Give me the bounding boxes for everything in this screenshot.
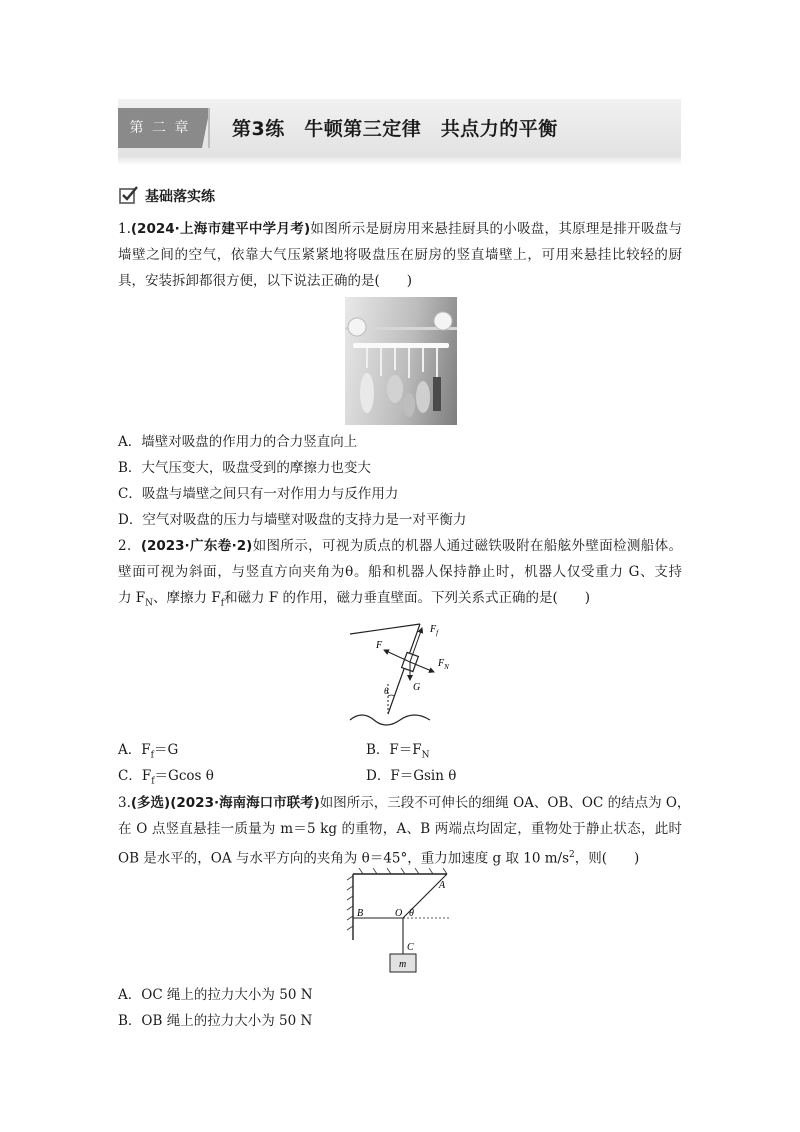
svg-text:Ff bbox=[429, 624, 439, 637]
q2-text-1: 如图所示，可视为质点的机器人通过磁铁吸附在船舷外壁面检测船体。 bbox=[252, 538, 682, 554]
page-title: 第3练 牛顿第三定律 共点力的平衡 bbox=[232, 118, 558, 140]
q2-line-3 bbox=[118, 588, 590, 614]
svg-text:FN bbox=[437, 658, 449, 671]
q3-text-1: 如图所示，三段不可伸长的细绳 OA、OB、OC 的结点为 O， bbox=[319, 795, 691, 811]
label-theta: θ bbox=[384, 686, 389, 696]
q2-option-c bbox=[118, 766, 214, 792]
q2-sub-n: N bbox=[145, 598, 154, 609]
label-g: G bbox=[413, 682, 421, 693]
checkbox-pen-icon bbox=[119, 186, 139, 204]
q2-option-b-sub: N bbox=[421, 750, 430, 761]
q2-text-3c: 和磁力 F 的作用，磁力垂直壁面。下列关系式正确的是( ) bbox=[224, 590, 591, 606]
q3-number: 3. bbox=[118, 795, 131, 811]
q1-line-3: 具，安装拆卸都很方便，以下说法正确的是( ) bbox=[118, 273, 413, 289]
q2-option-d-pre: D．F＝Gsin θ bbox=[366, 768, 457, 784]
label-f: F bbox=[376, 640, 383, 651]
q3-line-1 bbox=[118, 793, 691, 813]
q1-line-1 bbox=[118, 219, 682, 239]
label-o: O bbox=[395, 908, 403, 919]
q3-source: (多选)(2023·海南海口市联考) bbox=[130, 795, 320, 811]
robot-on-hull-diagram bbox=[340, 620, 450, 732]
q2-option-b-pre: B．F＝F bbox=[366, 742, 422, 758]
label-a: A bbox=[439, 880, 446, 891]
q2-option-a bbox=[118, 740, 178, 766]
q2-text-3a: 力 F bbox=[118, 590, 146, 606]
section-title: 基础落实练 bbox=[145, 189, 215, 205]
q1-option-b: B．大气压变大，吸盘受到的摩擦力也变大 bbox=[118, 460, 371, 476]
label-fn: F bbox=[438, 658, 445, 669]
q2-line-1 bbox=[118, 536, 682, 556]
header-divider bbox=[208, 108, 210, 148]
q2-option-c-post: ＝Gcos θ bbox=[154, 768, 214, 784]
q3-text-3a: OB 是水平的，OA 与水平方向的夹角为 θ＝45°，重力加速度 g 取 10 m/s bbox=[118, 850, 569, 867]
three-rope-diagram bbox=[345, 868, 455, 976]
label-ff-sub: f bbox=[436, 629, 439, 637]
suction-hook-photo bbox=[345, 297, 457, 425]
q1-option-c: C．吸盘与墙壁之间只有一对作用力与反作用力 bbox=[118, 486, 399, 502]
q1-number: 1. bbox=[118, 221, 131, 237]
q1-text-1: 如图所示是厨房用来悬挂厨具的小吸盘，其原理是排开吸盘与 bbox=[310, 221, 682, 237]
q3-line-2: 在 O 点竖直悬挂一质量为 m＝5 kg 的重物，A、B 两端点均固定，重物处于静止状态，此时 bbox=[118, 821, 682, 837]
label-c: C bbox=[407, 942, 414, 953]
q2-option-d bbox=[366, 766, 456, 786]
q2-option-a-post: ＝G bbox=[153, 742, 179, 758]
label-theta-3: θ bbox=[409, 908, 414, 919]
label-fn-sub: N bbox=[444, 663, 449, 671]
q2-source: (2023·广东卷·2) bbox=[140, 538, 253, 554]
chapter-tag bbox=[118, 108, 202, 148]
q2-line-2: 壁面可视为斜面，与竖直方向夹角为θ。船和机器人保持静止时，机器人仅受重力 G、支持 bbox=[118, 564, 682, 580]
q3-option-b: B．OB 绳上的拉力大小为 50 N bbox=[118, 1013, 313, 1029]
q2-sub-f: f bbox=[220, 598, 225, 609]
q1-line-2: 墙壁之间的空气，依靠大气压紧紧地将吸盘压在厨房的竖直墙壁上，可用来悬挂比较轻的厨 bbox=[118, 247, 682, 263]
q3-sup: 2 bbox=[569, 850, 575, 860]
q2-option-c-pre: C．F bbox=[118, 768, 152, 784]
q3-text-3b: ，则( ) bbox=[574, 850, 640, 867]
label-ff: F bbox=[430, 624, 437, 635]
q2-number: 2． bbox=[118, 538, 141, 554]
label-m: m bbox=[399, 959, 407, 970]
q1-option-a: A．墙壁对吸盘的作用力的合力竖直向上 bbox=[118, 434, 358, 450]
q2-text-3b: 、摩擦力 F bbox=[153, 590, 221, 606]
chapter-tag-label: 第 二 章 bbox=[129, 120, 191, 136]
q3-line-3 bbox=[118, 845, 639, 869]
q1-option-d: D．空气对吸盘的压力与墙壁对吸盘的支持力是一对平衡力 bbox=[118, 512, 467, 528]
q2-option-a-sub: f bbox=[150, 750, 154, 761]
q2-option-a-pre: A．F bbox=[118, 742, 151, 758]
label-b: B bbox=[357, 908, 364, 919]
q2-option-b bbox=[366, 740, 430, 766]
q2-option-c-sub: f bbox=[151, 776, 155, 787]
q1-source: (2024·上海市建平中学月考) bbox=[130, 221, 311, 237]
q3-option-a: A．OC 绳上的拉力大小为 50 N bbox=[118, 987, 313, 1003]
